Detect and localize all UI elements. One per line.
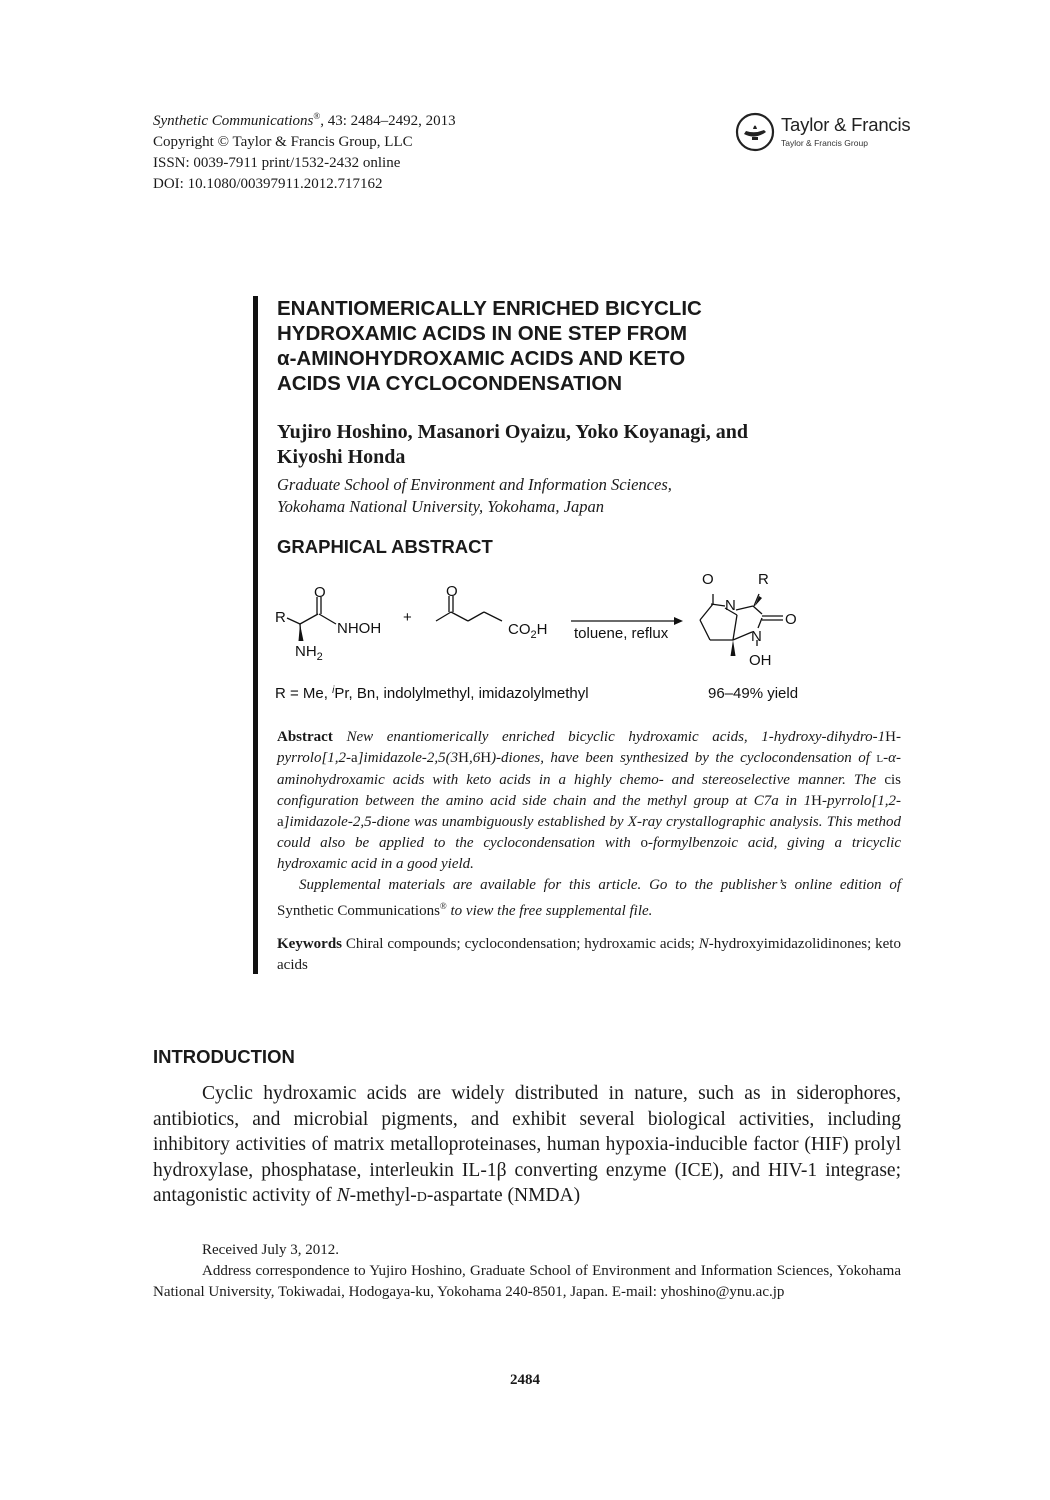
author-line: Yujiro Hoshino, Masanori Oyaizu, Yoko Koyanagi, and	[277, 421, 749, 443]
introduction-body	[153, 1081, 901, 1211]
reactant1-nhoh: NHOH	[337, 620, 382, 637]
article-sidebar-rule	[253, 296, 258, 974]
keywords: Keywords Chiral compounds; cyclocondensation; hydroxamic acids; N-hydroxyimidazolidinones; keto acids	[277, 936, 901, 973]
affiliation	[277, 474, 897, 518]
reaction-scheme	[270, 566, 830, 711]
issn-line: ISSN: 0039-7911 print/1532-2432 online	[153, 155, 401, 171]
author-list	[277, 420, 917, 470]
journal-header	[153, 106, 456, 195]
product-hydroxyl: OH	[749, 652, 772, 669]
yield-range: 96–49% yield	[708, 685, 799, 702]
product-nitrogen-2: N	[751, 628, 762, 645]
title-line: HYDROXAMIC ACIDS IN ONE STEP FROM	[277, 322, 688, 345]
journal-citation: Synthetic Communications®, 43: 2484–2492, 2013	[153, 111, 456, 129]
received-date: Received July 3, 2012.	[202, 1242, 340, 1258]
publisher-logo	[735, 110, 935, 160]
graphical-abstract-heading: GRAPHICAL ABSTRACT	[277, 536, 493, 557]
publisher-subname: Taylor & Francis Group	[781, 138, 868, 148]
copyright-line: Copyright © Taylor & Francis Group, LLC	[153, 134, 413, 150]
article-title	[277, 296, 877, 396]
reactant2-oxygen: O	[446, 583, 458, 600]
title-line: ACIDS VIA CYCLOCONDENSATION	[277, 372, 623, 395]
plus-sign: +	[403, 609, 412, 626]
publisher-name: Taylor & Francis	[781, 114, 911, 135]
page-number: 2484	[510, 1372, 540, 1388]
product-nitrogen-1: N	[725, 597, 736, 614]
r-group-list: R = Me, $^i$Pr, Bn, indolylmethyl, imidazolylmethyl	[275, 685, 589, 702]
title-line: ENANTIOMERICALLY ENRICHED BICYCLIC	[277, 297, 702, 320]
reaction-conditions: toluene, reflux	[574, 625, 669, 642]
reactant2-co2h: $CO_2H$	[508, 621, 548, 641]
correspondence-address: Address correspondence to Yujiro Hoshino, Graduate School of Environment and Information Sciences, Yokohama National University, Tokiwadai, Hodogaya-ku, Yokohama 240-8501, Japan. E-mail: yhoshino@ynu.ac.jp	[153, 1263, 901, 1300]
affiliation-line: Yokohama National University, Yokohama, Japan	[277, 497, 604, 516]
reactant1-oxygen: O	[314, 584, 326, 601]
reactant1-r: R	[275, 609, 286, 626]
abstract-label: Abstract	[277, 729, 333, 745]
introduction-paragraph: Cyclic hydroxamic acids are widely distributed in nature, such as in siderophores, antibiotics, and microbial pigments, and exhibit several biological activities, including inhibitory activities of matrix metalloproteinases, human hypoxia-inducible factor (HIF) prolyl hydroxylase, phosphatase, interleukin IL-1β converting enzyme (ICE), and HIV-1 integrase; antagonistic activity of N-methyl-D-aspartate (NMDA)	[153, 1083, 901, 1206]
footnote	[153, 1240, 901, 1303]
title-line: α-AMINOHYDROXAMIC ACIDS AND KETO	[277, 347, 686, 370]
affiliation-line: Graduate School of Environment and Information Sciences,	[277, 475, 672, 494]
product-oxygen-1: O	[702, 571, 714, 588]
keywords-label: Keywords	[277, 936, 342, 952]
abstract	[277, 727, 901, 922]
supplemental-note: Supplemental materials are available for this article. Go to the publisher’s online edition of Synthetic Communications® to view the free supplemental file.	[277, 877, 901, 919]
reactant1-nh2: $NH_2$	[295, 643, 323, 663]
product-r: R	[758, 571, 769, 588]
author-line: Kiyoshi Honda	[277, 446, 406, 468]
introduction-heading: INTRODUCTION	[153, 1046, 295, 1067]
doi-line: DOI: 10.1080/00397911.2012.717162	[153, 176, 383, 192]
publisher-lamp-icon	[735, 112, 777, 154]
abstract-body: Abstract New enantiomerically enriched bicyclic hydroxamic acids, 1-hydroxy-dihydro-1H-pyrrolo[1,2-a]imidazole-2,5(3H,6H)-diones, have been synthesized by the cyclocondensation of L-α-aminohydroxamic acids with keto acids in a highly chemo- and stereoselective manner. The cis configuration between the amino acid side chain and the methyl group at C7a in 1H-pyrrolo[1,2-a]imidazole-2,5-dione was unambiguously established by X-ray crystallographic analysis. This method could also be applied to the cyclocondensation with o-formylbenzoic acid, giving a tricyclic hydroxamic acid in a good yield.	[277, 729, 901, 872]
product-oxygen-2: O	[785, 611, 797, 628]
